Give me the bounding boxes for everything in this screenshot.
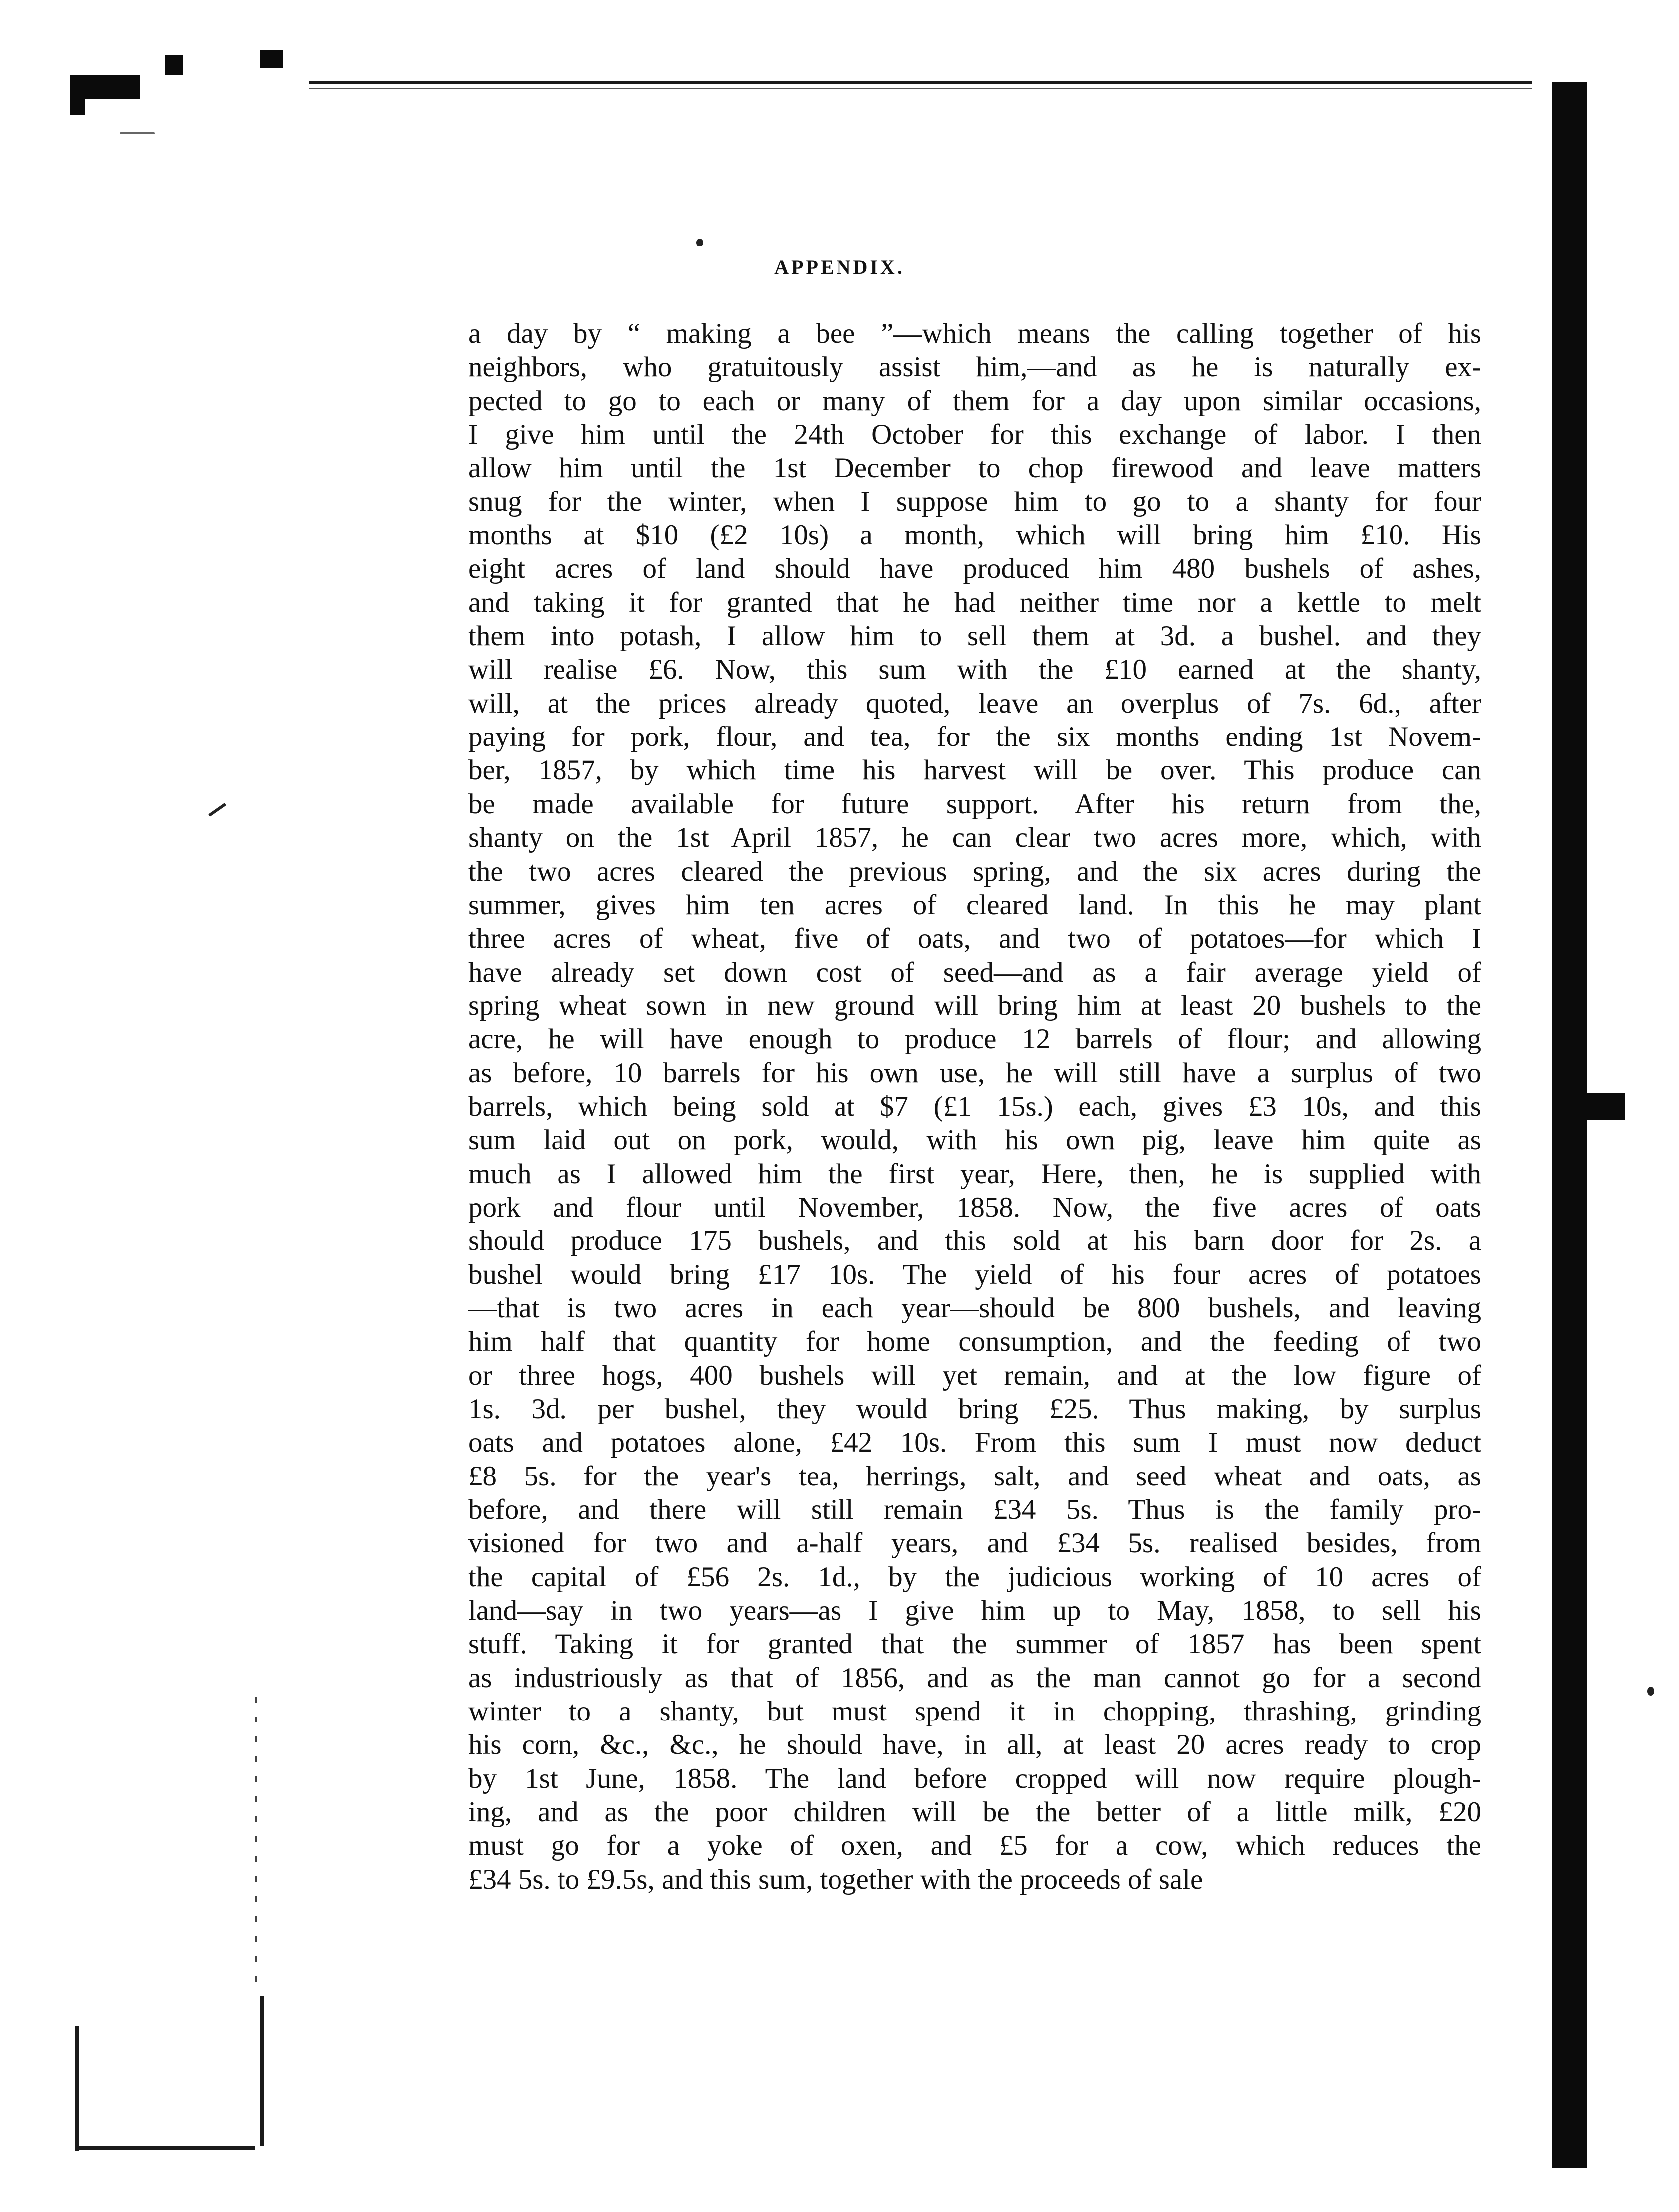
text-line: a day by “ making a bee ”—which means the calling together of his (468, 318, 1481, 349)
text-line: summer, gives him ten acres of cleared land. In this he may plant (468, 889, 1481, 921)
text-line: stuff. Taking it for granted that the summer of 1857 has been spent (468, 1628, 1481, 1660)
text-line: three acres of wheat, five of oats, and two of potatoes—for which I (468, 923, 1481, 955)
scan-dashed-line (255, 1697, 257, 1996)
text-line: bushel would bring £17 10s. The yield of his four acres of potatoes (468, 1258, 1481, 1290)
scan-edge-notch (1572, 1093, 1625, 1120)
text-line: barrels, which being sold at $7 (£1 15s.) each, gives £3 10s, and this (468, 1090, 1481, 1122)
scan-corner-mark-stem (70, 75, 85, 115)
text-line: will realise £6. Now, this sum with the £10 earned at the shanty, (468, 654, 1481, 686)
scan-edge-bar (1552, 82, 1587, 2168)
text-line: acre, he will have enough to produce 12 barrels of flour; and allowing (468, 1023, 1481, 1055)
text-line: much as I allowed him the first year, Here, then, he is supplied with (468, 1158, 1481, 1190)
text-line: oats and potatoes alone, £42 10s. From this sum I must now deduct (468, 1427, 1481, 1459)
scan-speck (260, 50, 283, 68)
text-line: spring wheat sown in new ground will bring him at least 20 bushels to the (468, 989, 1481, 1021)
top-rule-thin (309, 88, 1532, 89)
text-line: £8 5s. for the year's tea, herrings, salt, and seed wheat and oats, as (468, 1460, 1481, 1492)
text-line: the capital of £56 2s. 1d., by the judicious working of 10 acres of (468, 1561, 1481, 1593)
text-line: and taking it for granted that he had neither time nor a kettle to melt (468, 586, 1481, 618)
text-line: before, and there will still remain £34 5s. Thus is the family pro- (468, 1494, 1481, 1526)
text-line: will, at the prices already quoted, leave an overplus of 7s. 6d., after (468, 687, 1481, 719)
text-line: pork and flour until November, 1858. Now, the five acres of oats (468, 1191, 1481, 1223)
scan-frame-right (260, 1996, 264, 2146)
text-line: him half that quantity for home consumption, and the feeding of two (468, 1326, 1481, 1358)
text-line: ing, and as the poor children will be the better of a little milk, £20 (468, 1796, 1481, 1828)
text-line: must go for a yoke of oxen, and £5 for a cow, which reduces the (468, 1830, 1481, 1862)
text-line: winter to a shanty, but must spend it in chopping, thrashing, grinding (468, 1696, 1481, 1727)
text-line: his corn, &c., &c., he should have, in all, at least 20 acres ready to crop (468, 1729, 1481, 1761)
text-line: be made available for future support. After his return from the, (468, 788, 1481, 820)
text-line: as before, 10 barrels for his own use, he will still have a surplus of two (468, 1057, 1481, 1089)
text-line: should produce 175 bushels, and this sold at his barn door for 2s. a (468, 1225, 1481, 1257)
text-line: or three hogs, 400 bushels will yet remain, and at the low figure of (468, 1359, 1481, 1391)
text-line: —that is two acres in each year—should be 800 bushels, and leaving (468, 1292, 1481, 1324)
text-line: neighbors, who gratuitously assist him,—and as he is naturally ex- (468, 351, 1481, 383)
running-head: APPENDIX. (774, 256, 905, 278)
scan-frame-left (75, 2026, 79, 2151)
scan-speck (208, 803, 226, 817)
text-line: as industriously as that of 1856, and as the man cannot go for a second (468, 1662, 1481, 1694)
scan-speck (165, 55, 183, 75)
text-line: snug for the winter, when I suppose him to go to a shanty for four (468, 486, 1481, 517)
text-line: have already set down cost of seed—and as a fair average yield of (468, 956, 1481, 988)
text-line: I give him until the 24th October for this exchange of labor. I then (468, 419, 1481, 451)
text-line: eight acres of land should have produced him 480 bushels of ashes, (468, 553, 1481, 585)
text-line: allow him until the 1st December to chop firewood and leave matters (468, 452, 1481, 484)
text-line: pected to go to each or many of them for a day upon similar occasions, (468, 385, 1481, 417)
text-line: visioned for two and a-half years, and £34 5s. realised besides, from (468, 1527, 1481, 1559)
text-line: shanty on the 1st April 1857, he can clear two acres more, which, with (468, 822, 1481, 854)
scan-frame-bottom (75, 2146, 255, 2150)
text-line: the two acres cleared the previous spring, and the six acres during the (468, 855, 1481, 887)
scan-speck (696, 239, 703, 246)
text-line: land—say in two years—as I give him up to May, 1858, to sell his (468, 1595, 1481, 1627)
text-line: ber, 1857, by which time his harvest will be over. This produce can (468, 754, 1481, 786)
top-rule (309, 81, 1532, 84)
text-line: them into potash, I allow him to sell them at 3d. a bushel. and they (468, 620, 1481, 652)
text-line: sum laid out on pork, would, with his own pig, leave him quite as (468, 1124, 1481, 1156)
scan-speck (120, 132, 155, 134)
text-line: 1s. 3d. per bushel, they would bring £25. Thus making, by surplus (468, 1393, 1481, 1425)
body-text (468, 317, 1481, 1896)
text-line: by 1st June, 1858. The land before cropped will now require plough- (468, 1762, 1481, 1794)
text-line: £34 5s. to £9.5s, and this sum, together with the proceeds of sale (468, 1863, 1203, 1895)
scan-speck (1647, 1687, 1654, 1696)
text-line: paying for pork, flour, and tea, for the six months ending 1st Novem- (468, 721, 1481, 753)
text-line: months at $10 (£2 10s) a month, which will bring him £10. His (468, 519, 1481, 551)
